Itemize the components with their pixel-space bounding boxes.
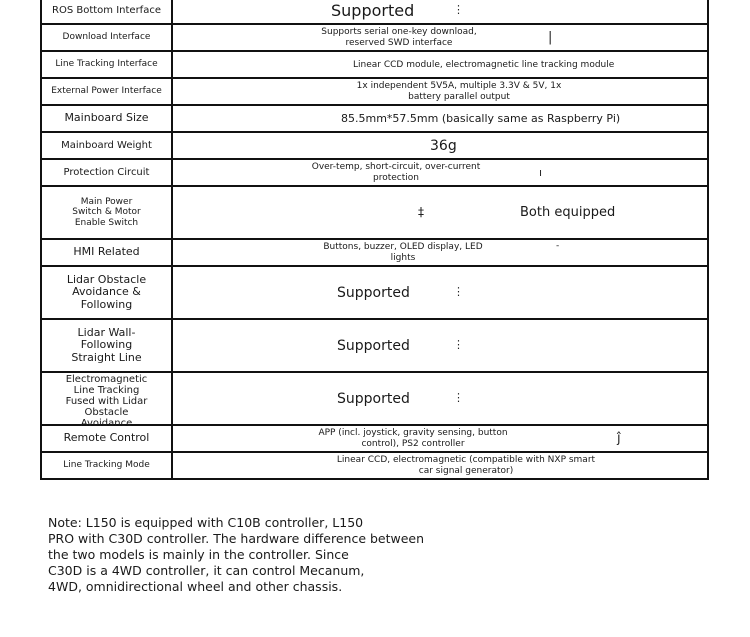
table-row <box>41 24 708 51</box>
row-label-lidar-obstacle-avoidance: Lidar Obstacle Avoidance & Following <box>41 266 172 319</box>
row-label-external-power-interface: External Power Interface <box>41 78 172 105</box>
row-label-protection-circuit: Protection Circuit <box>41 159 172 186</box>
note-line: PRO with C30D controller. The hardware difference between <box>48 531 425 546</box>
table-row <box>41 78 708 105</box>
table-row <box>41 159 708 186</box>
table-row <box>41 132 708 159</box>
artifact-mark: ⋮ <box>453 285 464 298</box>
row-value-lidar-obstacle-avoidance <box>172 266 708 319</box>
row-label-mainboard-size: Mainboard Size <box>41 105 172 132</box>
row-value-remote-control <box>172 425 708 452</box>
row-label-download-interface: Download Interface <box>41 24 172 51</box>
value-text: 1x independent 5V5A, multiple 3.3V & 5V, 1x battery parallel output <box>356 81 562 102</box>
row-label-line-tracking-interface: Line Tracking Interface <box>41 51 172 78</box>
value-text: Buttons, buzzer, OLED display, LED lights <box>323 242 483 263</box>
row-value-mainboard-weight <box>172 132 708 159</box>
note-line: Note: L150 is equipped with C10B controller, L150 <box>48 515 364 530</box>
table-row <box>41 425 708 452</box>
value-text: Linear CCD, electromagnetic (compatible with NXP smart car signal generator) <box>336 455 596 476</box>
value-text: Supported <box>337 390 410 407</box>
row-label-remote-control: Remote Control <box>41 425 172 452</box>
table-row <box>41 105 708 132</box>
artifact-mark: ⋮ <box>453 3 464 16</box>
note-line: C30D is a 4WD controller, it can control Mecanum, <box>48 563 365 578</box>
row-value-lidar-wall-following <box>172 319 708 372</box>
row-value-hmi-related <box>172 239 708 266</box>
note-line: 4WD, omnidirectional wheel and other chassis. <box>48 579 343 594</box>
row-label-lidar-wall-following: Lidar Wall-Following Straight Line <box>41 319 172 372</box>
row-label-ros-bottom-interface: ROS Bottom Interface <box>41 0 172 24</box>
row-label-mainboard-weight: Mainboard Weight <box>41 132 172 159</box>
row-label-main-power-switch: Main Power Switch & Motor Enable Switch <box>41 186 172 239</box>
row-value-mainboard-size <box>172 105 708 132</box>
row-value-download-interface <box>172 24 708 51</box>
value-text: Linear CCD module, electromagnetic line tracking module <box>353 59 615 70</box>
controller-note <box>48 515 428 595</box>
table-row <box>41 0 708 24</box>
row-value-main-power-switch <box>172 186 708 239</box>
row-label-line-tracking-mode: Line Tracking Mode <box>41 452 172 479</box>
value-text: 36g <box>430 137 457 154</box>
table-row <box>41 452 708 479</box>
row-value-line-tracking-mode <box>172 452 708 479</box>
value-text: Both equipped <box>520 205 616 220</box>
row-value-external-power-interface <box>172 78 708 105</box>
table-row <box>41 51 708 78</box>
artifact-mark: - <box>556 241 560 251</box>
row-value-electromagnetic-lidar <box>172 372 708 425</box>
artifact-mark: | <box>548 30 553 45</box>
value-text: Supported <box>331 1 415 20</box>
row-label-hmi-related: HMI Related <box>41 239 172 266</box>
value-text: APP (incl. joystick, gravity sensing, button control), PS2 controller <box>318 428 508 449</box>
note-line: the two models is mainly in the controller. Since <box>48 547 349 562</box>
spec-table <box>40 0 709 480</box>
row-value-ros-bottom-interface <box>172 0 708 24</box>
artifact-mark: ĵ <box>617 431 621 446</box>
table-row <box>41 239 708 266</box>
artifact-mark: ı <box>539 166 543 179</box>
table-row <box>41 266 708 319</box>
artifact-mark: ‡ <box>418 205 424 219</box>
value-text: Supported <box>337 337 410 354</box>
artifact-mark: ⋮ <box>453 338 464 351</box>
table-row <box>41 372 708 425</box>
row-value-line-tracking-interface <box>172 51 708 78</box>
artifact-mark: ⋮ <box>453 391 464 404</box>
table-row <box>41 186 708 239</box>
row-label-electromagnetic-lidar: Electromagnetic Line Tracking Fused with Lidar Obstacle Avoidance <box>41 372 172 425</box>
table-row <box>41 319 708 372</box>
value-text: Over-temp, short-circuit, over-current protection <box>311 162 481 183</box>
row-value-protection-circuit <box>172 159 708 186</box>
value-text: Supports serial one-key download, reserved SWD interface <box>321 27 477 48</box>
value-text: 85.5mm*57.5mm (basically same as Raspberry Pi) <box>341 112 621 125</box>
value-text: Supported <box>337 284 410 301</box>
